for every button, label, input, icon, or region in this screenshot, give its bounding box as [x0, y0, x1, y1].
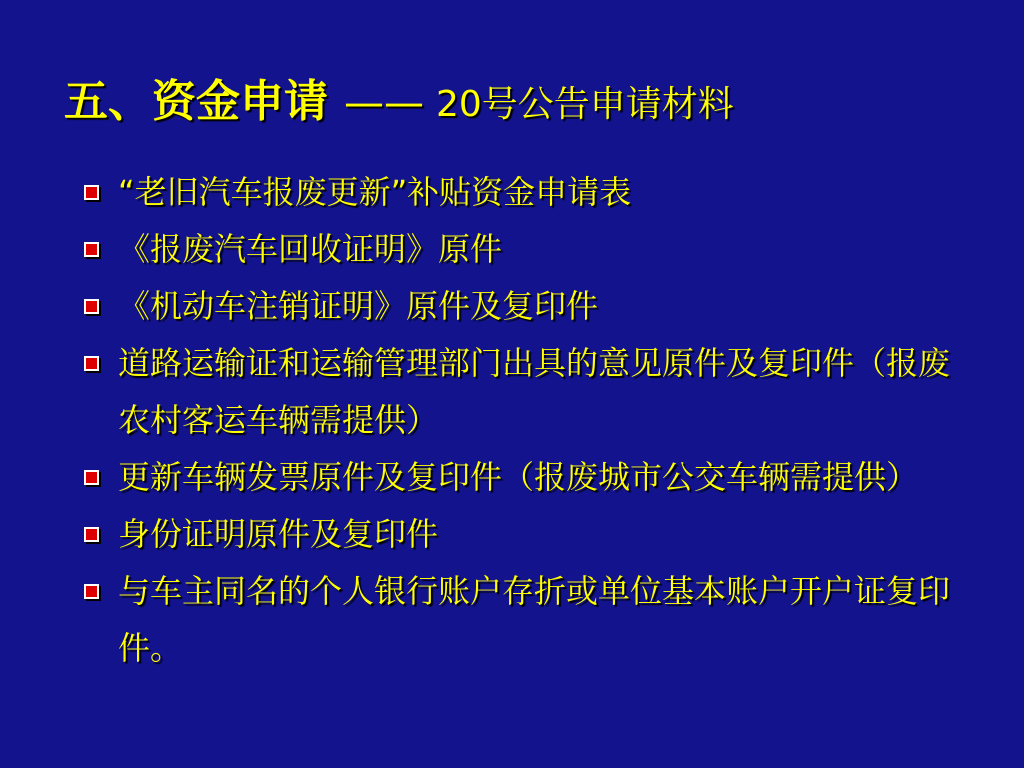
bullet-item [80, 563, 960, 677]
bullet-text: 身份证明原件及复印件 [118, 515, 439, 553]
bullet-text: 《报废汽车回收证明》原件 [118, 230, 503, 268]
bullet-item [80, 335, 960, 449]
title-main: 五、资金申请 [64, 76, 328, 127]
square-bullet-icon [84, 470, 99, 485]
bullet-text: 《机动车注销证明》原件及复印件 [118, 287, 599, 325]
bullet-item [80, 506, 960, 563]
bullet-text: 道路运输证和运输管理部门出具的意见原件及复印件（报废农村客运车辆需提供） [118, 344, 951, 439]
slide-title [64, 72, 734, 141]
bullet-text: “老旧汽车报废更新”补贴资金申请表 [118, 173, 632, 211]
bullet-item [80, 164, 960, 221]
bullet-text: 与车主同名的个人银行账户存折或单位基本账户开户证复印件。 [118, 572, 951, 667]
square-bullet-icon [84, 242, 99, 257]
bullet-item [80, 221, 960, 278]
bullet-item [80, 278, 960, 335]
bullet-list [80, 164, 960, 677]
title-separator: —— [344, 80, 424, 126]
square-bullet-icon [84, 356, 99, 371]
bullet-item [80, 449, 960, 506]
bullet-text: 更新车辆发票原件及复印件（报废城市公交车辆需提供） [118, 458, 919, 496]
title-subtitle: 20号公告申请材料 [436, 84, 734, 125]
square-bullet-icon [84, 527, 99, 542]
square-bullet-icon [84, 299, 99, 314]
square-bullet-icon [84, 584, 99, 599]
square-bullet-icon [84, 185, 99, 200]
